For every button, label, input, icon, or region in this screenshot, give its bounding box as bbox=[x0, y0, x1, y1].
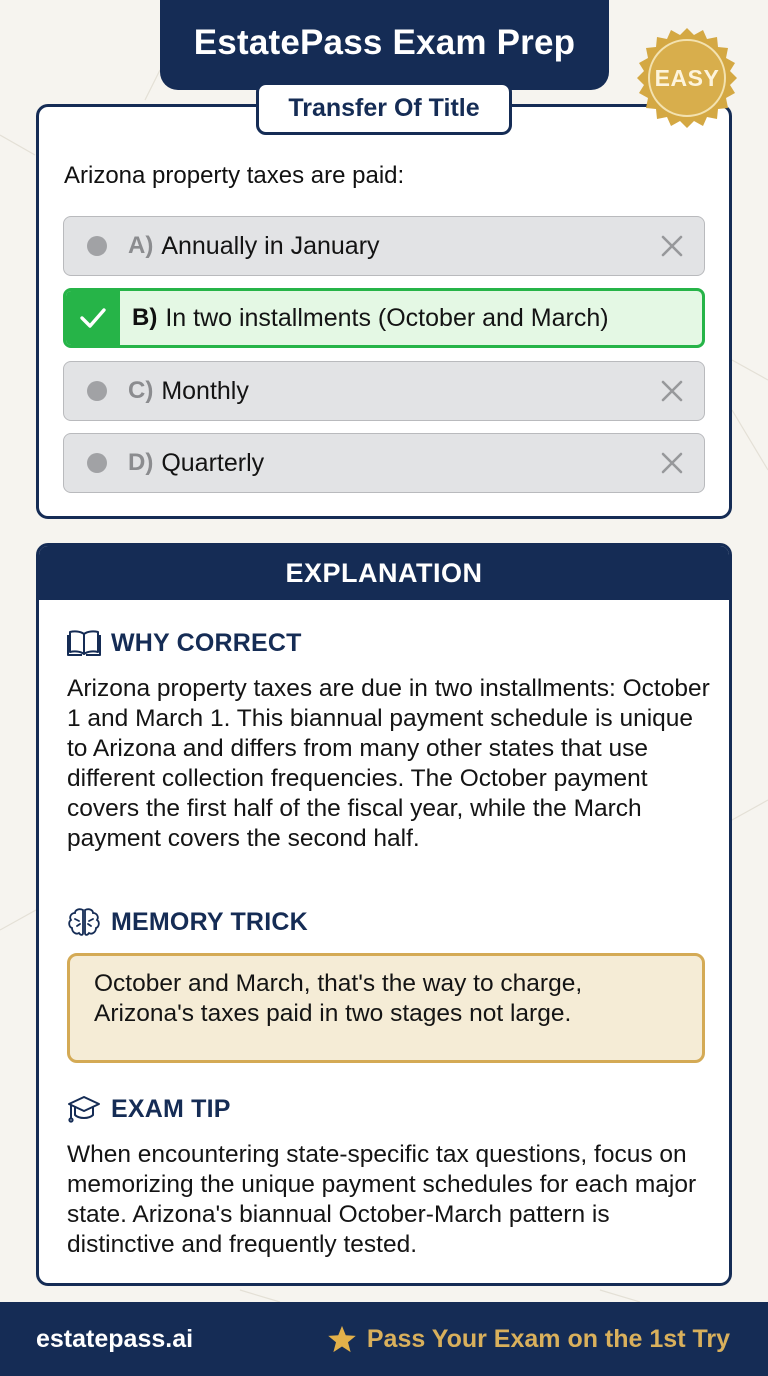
answer-option-b[interactable] bbox=[63, 288, 705, 348]
answer-option-d[interactable] bbox=[63, 433, 705, 493]
option-letter: D) bbox=[128, 449, 154, 476]
checkmark-icon bbox=[79, 307, 107, 329]
incorrect-x-icon bbox=[660, 451, 684, 475]
answer-option-c[interactable] bbox=[63, 361, 705, 421]
memory-trick-heading bbox=[67, 907, 308, 937]
option-text: Annually in January bbox=[161, 231, 380, 260]
incorrect-x-icon bbox=[660, 234, 684, 258]
footer-tagline bbox=[327, 1324, 730, 1354]
exam-tip-label: EXAM TIP bbox=[111, 1094, 231, 1123]
app-title: EstatePass Exam Prep bbox=[193, 23, 576, 62]
difficulty-label: EASY bbox=[654, 64, 720, 91]
memory-trick-label: MEMORY TRICK bbox=[111, 907, 308, 936]
why-correct-text: Arizona property taxes are due in two installments: October 1 and March 1. This biannual payment schedule is unique to Arizona and differs from many other states that use different collection frequencies. The October payment covers the first half of the fiscal year, while the March payment covers the second half. bbox=[67, 675, 710, 852]
explanation-card bbox=[36, 543, 732, 1286]
exam-tip-text: When encountering state-specific tax questions, focus on memorizing the unique payment schedules for each major state. Arizona's biannual October-March pattern is distinctive and frequently tested. bbox=[67, 1141, 697, 1258]
option-letter: B) bbox=[132, 304, 158, 331]
topic-pill bbox=[256, 82, 512, 135]
check-block bbox=[66, 291, 120, 345]
option-dot-icon bbox=[87, 453, 107, 473]
memory-trick-text: October and March, that's the way to charge, Arizona's taxes paid in two stages not large. bbox=[94, 970, 583, 1027]
option-text: Quarterly bbox=[161, 448, 265, 477]
explanation-header bbox=[39, 546, 729, 600]
graduation-cap-icon bbox=[67, 1094, 101, 1124]
footer-brand-link[interactable]: estatepass.ai bbox=[36, 1324, 194, 1353]
option-dot-icon bbox=[87, 236, 107, 256]
question-text: Arizona property taxes are paid: bbox=[64, 162, 405, 189]
option-dot-icon bbox=[87, 381, 107, 401]
option-text: In two installments (October and March) bbox=[165, 303, 609, 332]
option-letter: C) bbox=[128, 377, 154, 404]
explanation-title: EXPLANATION bbox=[285, 557, 483, 588]
difficulty-badge bbox=[633, 26, 741, 130]
footer-tagline-text: Pass Your Exam on the 1st Try bbox=[366, 1324, 730, 1353]
brain-icon bbox=[67, 907, 101, 937]
incorrect-x-icon bbox=[660, 379, 684, 403]
option-text: Monthly bbox=[161, 376, 249, 405]
option-letter: A) bbox=[128, 232, 154, 259]
why-correct-label: WHY CORRECT bbox=[111, 628, 302, 657]
memory-trick-box bbox=[67, 953, 705, 1063]
footer-bar bbox=[0, 1302, 768, 1376]
open-book-icon bbox=[67, 628, 101, 658]
exam-tip-heading bbox=[67, 1094, 231, 1124]
topic-label: Transfer Of Title bbox=[288, 94, 480, 122]
answer-option-a[interactable] bbox=[63, 216, 705, 276]
app-header bbox=[160, 0, 609, 90]
star-icon bbox=[327, 1324, 357, 1354]
why-correct-heading bbox=[67, 628, 302, 658]
